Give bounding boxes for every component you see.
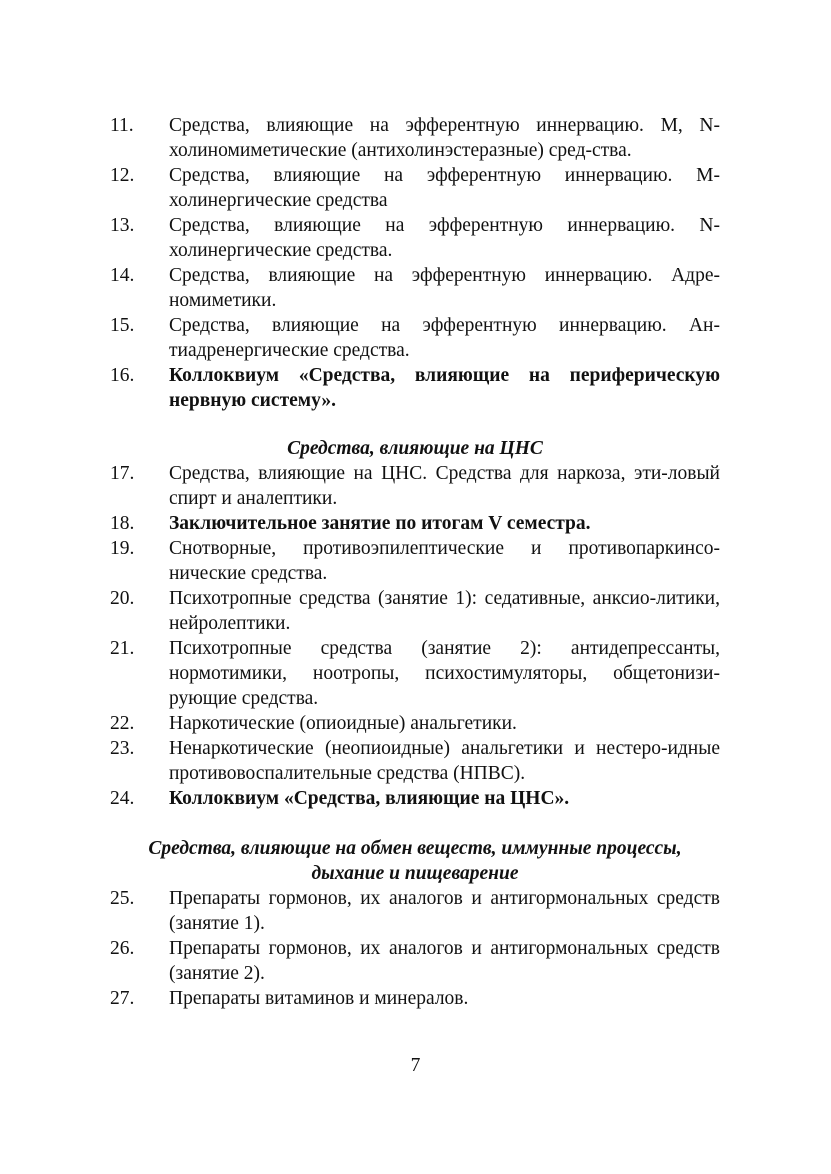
list-item (110, 461, 720, 511)
heading-metabolism (110, 836, 720, 886)
item-number: 25. (110, 888, 135, 909)
page-number: 7 (410, 1055, 421, 1076)
heading-metabolism-line-1: Средства, влияющие на обмен веществ, иммунные процессы, (148, 838, 682, 859)
list-item (110, 536, 720, 586)
item-text: Средства, влияющие на эфферентную иннервацию. М, N-холиномиметические (антихолинэстеразные) сред-ства. (169, 115, 720, 161)
item-number: 19. (110, 538, 135, 559)
item-number: 20. (110, 588, 135, 609)
item-number: 18. (110, 513, 135, 534)
section-peripheral-ns (110, 113, 720, 413)
list-item (110, 736, 720, 786)
list-item (110, 636, 720, 711)
list-item (110, 163, 720, 213)
item-text: Препараты гормонов, их аналогов и антигормональных средств (занятие 2). (169, 938, 720, 984)
item-number: 24. (110, 788, 135, 809)
list-item (110, 936, 720, 986)
item-number: 26. (110, 938, 135, 959)
item-number: 14. (110, 265, 135, 286)
item-text: Средства, влияющие на эфферентную иннервацию. Ан-тиадренергические средства. (169, 315, 720, 361)
section-cns (110, 461, 720, 811)
item-text: Заключительное занятие по итогам V семестра. (169, 513, 591, 534)
item-number: 15. (110, 315, 135, 336)
section-metabolism (110, 886, 720, 1011)
item-text: Наркотические (опиоидные) анальгетики. (169, 713, 517, 734)
item-text: Ненаркотические (неопиоидные) анальгетики и нестеро-идные противовоспалительные средства (НПВС). (169, 738, 720, 784)
item-number: 11. (110, 115, 134, 136)
item-text: Снотворные, противоэпилептические и противопаркинсо-нические средства. (169, 538, 720, 584)
list-item (110, 113, 720, 163)
item-text: Препараты витаминов и минералов. (169, 988, 469, 1009)
item-number: 21. (110, 638, 135, 659)
heading-cns: Средства, влияющие на ЦНС (287, 438, 543, 459)
item-text: Коллоквиум «Средства, влияющие на периферическую нервную систему». (169, 365, 720, 411)
item-text: Психотропные средства (занятие 2): антидепрессанты, нормотимики, ноотропы, психостимуляторы, общетонизи-рующие средства. (169, 638, 720, 709)
item-number: 16. (110, 365, 135, 386)
list-item (110, 786, 720, 811)
item-number: 27. (110, 988, 135, 1009)
list-item (110, 313, 720, 363)
list-item (110, 363, 720, 413)
list-item (110, 586, 720, 636)
list-item (110, 511, 720, 536)
content-area (110, 113, 720, 1011)
item-number: 12. (110, 165, 135, 186)
list-item (110, 711, 720, 736)
item-number: 23. (110, 738, 135, 759)
item-text: Средства, влияющие на эфферентную иннервацию. Адре-номиметики. (169, 265, 720, 311)
list-item (110, 263, 720, 313)
list-item (110, 886, 720, 936)
item-number: 22. (110, 713, 135, 734)
item-number: 17. (110, 463, 135, 484)
item-text: Препараты гормонов, их аналогов и антигормональных средств (занятие 1). (169, 888, 720, 934)
item-text: Коллоквиум «Средства, влияющие на ЦНС». (169, 788, 570, 809)
item-text: Средства, влияющие на эфферентную иннервацию. N-холинергические средства. (169, 215, 720, 261)
list-item (110, 986, 720, 1011)
item-text: Средства, влияющие на эфферентную иннервацию. М-холинергические средства (169, 165, 720, 211)
item-number: 13. (110, 215, 135, 236)
item-text: Средства, влияющие на ЦНС. Средства для наркоза, эти-ловый спирт и аналептики. (169, 463, 720, 509)
item-text: Психотропные средства (занятие 1): седативные, анксио-литики, нейролептики. (169, 588, 720, 634)
heading-metabolism-line-2: дыхание и пищеварение (311, 863, 519, 884)
list-item (110, 213, 720, 263)
